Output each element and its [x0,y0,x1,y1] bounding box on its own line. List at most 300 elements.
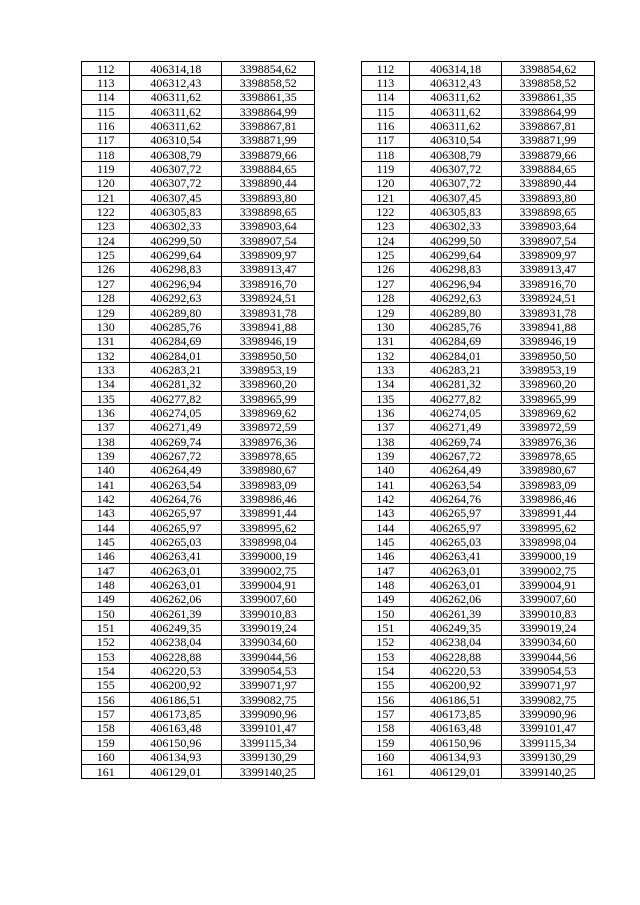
right-x-coordinate-cell: 406274,05 [410,406,502,420]
left-y-coordinate-cell: 3398893,80 [222,191,315,205]
left-x-coordinate-cell: 406271,49 [130,420,222,434]
table-row [82,635,595,649]
column-gap [315,62,361,76]
left-x-coordinate-cell: 406220,53 [130,664,222,678]
right-x-coordinate-cell: 406307,45 [410,191,502,205]
table-row [82,664,595,678]
left-point-number-cell: 144 [82,521,130,535]
right-point-number-cell: 150 [361,607,409,621]
right-y-coordinate-cell: 3398983,09 [502,477,595,491]
right-point-number-cell: 149 [361,592,409,606]
table-row [82,434,595,448]
right-y-coordinate-cell: 3398980,67 [502,463,595,477]
left-x-coordinate-cell: 406261,39 [130,607,222,621]
table-row [82,76,595,90]
coordinates-table [81,61,595,779]
left-x-coordinate-cell: 406283,21 [130,363,222,377]
table-row [82,578,595,592]
right-point-number-cell: 147 [361,564,409,578]
left-y-coordinate-cell: 3398864,99 [222,105,315,119]
left-y-coordinate-cell: 3398953,19 [222,363,315,377]
right-y-coordinate-cell: 3399034,60 [502,635,595,649]
left-point-number-cell: 114 [82,90,130,104]
right-x-coordinate-cell: 406261,39 [410,607,502,621]
right-point-number-cell: 117 [361,133,409,147]
left-y-coordinate-cell: 3398976,36 [222,434,315,448]
left-point-number-cell: 130 [82,320,130,334]
right-x-coordinate-cell: 406284,01 [410,348,502,362]
right-point-number-cell: 158 [361,721,409,735]
right-y-coordinate-cell: 3399115,34 [502,736,595,750]
left-x-coordinate-cell: 406311,62 [130,105,222,119]
left-y-coordinate-cell: 3398986,46 [222,492,315,506]
table-row [82,277,595,291]
column-gap [315,191,361,205]
right-point-number-cell: 122 [361,205,409,219]
right-x-coordinate-cell: 406299,50 [410,234,502,248]
column-gap [315,549,361,563]
right-point-number-cell: 155 [361,678,409,692]
right-y-coordinate-cell: 3398867,81 [502,119,595,133]
table-row [82,621,595,635]
column-gap [315,564,361,578]
left-x-coordinate-cell: 406299,50 [130,234,222,248]
column-gap [315,506,361,520]
right-point-number-cell: 144 [361,521,409,535]
left-x-coordinate-cell: 406264,49 [130,463,222,477]
left-x-coordinate-cell: 406228,88 [130,650,222,664]
table-row [82,162,595,176]
right-y-coordinate-cell: 3399019,24 [502,621,595,635]
right-point-number-cell: 157 [361,707,409,721]
right-x-coordinate-cell: 406269,74 [410,434,502,448]
left-point-number-cell: 128 [82,291,130,305]
right-x-coordinate-cell: 406264,49 [410,463,502,477]
right-x-coordinate-cell: 406228,88 [410,650,502,664]
right-point-number-cell: 156 [361,693,409,707]
right-x-coordinate-cell: 406298,83 [410,262,502,276]
left-y-coordinate-cell: 3399004,91 [222,578,315,592]
left-x-coordinate-cell: 406289,80 [130,305,222,319]
table-row [82,420,595,434]
right-y-coordinate-cell: 3399071,97 [502,678,595,692]
table-row [82,363,595,377]
left-x-coordinate-cell: 406265,97 [130,521,222,535]
left-y-coordinate-cell: 3398983,09 [222,477,315,491]
right-point-number-cell: 118 [361,148,409,162]
left-point-number-cell: 126 [82,262,130,276]
left-x-coordinate-cell: 406267,72 [130,449,222,463]
table-row [82,119,595,133]
left-point-number-cell: 132 [82,348,130,362]
right-y-coordinate-cell: 3398903,64 [502,219,595,233]
right-point-number-cell: 114 [361,90,409,104]
right-x-coordinate-cell: 406265,97 [410,506,502,520]
right-y-coordinate-cell: 3399090,96 [502,707,595,721]
table-row [82,693,595,707]
right-point-number-cell: 119 [361,162,409,176]
right-y-coordinate-cell: 3398916,70 [502,277,595,291]
right-x-coordinate-cell: 406292,63 [410,291,502,305]
table-row [82,477,595,491]
right-y-coordinate-cell: 3399140,25 [502,764,595,778]
right-x-coordinate-cell: 406302,33 [410,219,502,233]
right-x-coordinate-cell: 406163,48 [410,721,502,735]
left-point-number-cell: 123 [82,219,130,233]
left-point-number-cell: 153 [82,650,130,664]
left-point-number-cell: 141 [82,477,130,491]
left-point-number-cell: 118 [82,148,130,162]
right-x-coordinate-cell: 406262,06 [410,592,502,606]
left-point-number-cell: 155 [82,678,130,692]
table-row [82,750,595,764]
left-y-coordinate-cell: 3399000,19 [222,549,315,563]
right-y-coordinate-cell: 3399130,29 [502,750,595,764]
column-gap [315,664,361,678]
table-row [82,219,595,233]
left-x-coordinate-cell: 406265,03 [130,535,222,549]
left-point-number-cell: 117 [82,133,130,147]
left-y-coordinate-cell: 3399082,75 [222,693,315,707]
left-x-coordinate-cell: 406284,01 [130,348,222,362]
right-point-number-cell: 129 [361,305,409,319]
left-point-number-cell: 147 [82,564,130,578]
left-point-number-cell: 157 [82,707,130,721]
right-x-coordinate-cell: 406308,79 [410,148,502,162]
left-point-number-cell: 142 [82,492,130,506]
right-point-number-cell: 140 [361,463,409,477]
left-point-number-cell: 146 [82,549,130,563]
table-row [82,521,595,535]
left-point-number-cell: 134 [82,377,130,391]
right-x-coordinate-cell: 406220,53 [410,664,502,678]
column-gap [315,162,361,176]
left-point-number-cell: 150 [82,607,130,621]
left-y-coordinate-cell: 3399090,96 [222,707,315,721]
table-row [82,105,595,119]
right-point-number-cell: 146 [361,549,409,563]
left-x-coordinate-cell: 406314,18 [130,62,222,76]
left-y-coordinate-cell: 3399019,24 [222,621,315,635]
left-point-number-cell: 131 [82,334,130,348]
column-gap [315,234,361,248]
right-y-coordinate-cell: 3399044,56 [502,650,595,664]
table-row [82,463,595,477]
table-row [82,234,595,248]
left-y-coordinate-cell: 3398969,62 [222,406,315,420]
right-y-coordinate-cell: 3399054,53 [502,664,595,678]
left-x-coordinate-cell: 406307,72 [130,176,222,190]
column-gap [315,277,361,291]
left-y-coordinate-cell: 3398998,04 [222,535,315,549]
right-point-number-cell: 133 [361,363,409,377]
right-y-coordinate-cell: 3399010,83 [502,607,595,621]
column-gap [315,348,361,362]
right-x-coordinate-cell: 406307,72 [410,162,502,176]
right-x-coordinate-cell: 406200,92 [410,678,502,692]
left-y-coordinate-cell: 3399115,34 [222,736,315,750]
column-gap [315,420,361,434]
left-x-coordinate-cell: 406186,51 [130,693,222,707]
right-x-coordinate-cell: 406263,54 [410,477,502,491]
left-y-coordinate-cell: 3398941,88 [222,320,315,334]
right-y-coordinate-cell: 3398924,51 [502,291,595,305]
table-row [82,305,595,319]
right-y-coordinate-cell: 3399002,75 [502,564,595,578]
left-x-coordinate-cell: 406307,72 [130,162,222,176]
coordinates-table-body [82,62,595,779]
left-point-number-cell: 143 [82,506,130,520]
right-x-coordinate-cell: 406284,69 [410,334,502,348]
table-row [82,721,595,735]
right-point-number-cell: 135 [361,391,409,405]
left-y-coordinate-cell: 3398867,81 [222,119,315,133]
right-y-coordinate-cell: 3398965,99 [502,391,595,405]
left-point-number-cell: 133 [82,363,130,377]
right-y-coordinate-cell: 3398893,80 [502,191,595,205]
right-x-coordinate-cell: 406310,54 [410,133,502,147]
column-gap [315,635,361,649]
column-gap [315,578,361,592]
right-point-number-cell: 120 [361,176,409,190]
left-y-coordinate-cell: 3399007,60 [222,592,315,606]
left-x-coordinate-cell: 406265,97 [130,506,222,520]
right-point-number-cell: 142 [361,492,409,506]
left-point-number-cell: 129 [82,305,130,319]
table-row [82,148,595,162]
column-gap [315,205,361,219]
table-row [82,348,595,362]
right-x-coordinate-cell: 406311,62 [410,90,502,104]
left-point-number-cell: 139 [82,449,130,463]
right-y-coordinate-cell: 3399000,19 [502,549,595,563]
column-gap [315,291,361,305]
right-x-coordinate-cell: 406311,62 [410,105,502,119]
table-row [82,205,595,219]
left-y-coordinate-cell: 3399130,29 [222,750,315,764]
right-x-coordinate-cell: 406267,72 [410,449,502,463]
column-gap [315,133,361,147]
column-gap [315,148,361,162]
table-row [82,320,595,334]
right-y-coordinate-cell: 3398907,54 [502,234,595,248]
left-y-coordinate-cell: 3399010,83 [222,607,315,621]
left-x-coordinate-cell: 406302,33 [130,219,222,233]
left-x-coordinate-cell: 406284,69 [130,334,222,348]
right-point-number-cell: 138 [361,434,409,448]
right-point-number-cell: 141 [361,477,409,491]
right-y-coordinate-cell: 3398995,62 [502,521,595,535]
right-x-coordinate-cell: 406263,41 [410,549,502,563]
table-row [82,291,595,305]
right-y-coordinate-cell: 3398879,66 [502,148,595,162]
column-gap [315,521,361,535]
left-point-number-cell: 138 [82,434,130,448]
left-y-coordinate-cell: 3398879,66 [222,148,315,162]
column-gap [315,750,361,764]
column-gap [315,721,361,735]
left-point-number-cell: 160 [82,750,130,764]
left-x-coordinate-cell: 406298,83 [130,262,222,276]
right-y-coordinate-cell: 3398858,52 [502,76,595,90]
column-gap [315,764,361,778]
right-y-coordinate-cell: 3398950,50 [502,348,595,362]
left-y-coordinate-cell: 3399034,60 [222,635,315,649]
right-point-number-cell: 116 [361,119,409,133]
left-y-coordinate-cell: 3399101,47 [222,721,315,735]
column-gap [315,320,361,334]
right-point-number-cell: 151 [361,621,409,635]
column-gap [315,90,361,104]
table-row [82,62,595,76]
right-point-number-cell: 124 [361,234,409,248]
left-x-coordinate-cell: 406296,94 [130,277,222,291]
right-point-number-cell: 123 [361,219,409,233]
table-row [82,406,595,420]
right-y-coordinate-cell: 3398960,20 [502,377,595,391]
right-y-coordinate-cell: 3398884,65 [502,162,595,176]
left-y-coordinate-cell: 3398871,99 [222,133,315,147]
right-point-number-cell: 136 [361,406,409,420]
column-gap [315,449,361,463]
column-gap [315,434,361,448]
left-y-coordinate-cell: 3398972,59 [222,420,315,434]
column-gap [315,621,361,635]
right-point-number-cell: 139 [361,449,409,463]
right-x-coordinate-cell: 406263,01 [410,564,502,578]
left-x-coordinate-cell: 406262,06 [130,592,222,606]
right-point-number-cell: 126 [361,262,409,276]
right-point-number-cell: 127 [361,277,409,291]
right-point-number-cell: 112 [361,62,409,76]
right-x-coordinate-cell: 406186,51 [410,693,502,707]
right-x-coordinate-cell: 406129,01 [410,764,502,778]
right-y-coordinate-cell: 3398854,62 [502,62,595,76]
left-point-number-cell: 137 [82,420,130,434]
left-x-coordinate-cell: 406274,05 [130,406,222,420]
right-point-number-cell: 153 [361,650,409,664]
left-point-number-cell: 152 [82,635,130,649]
column-gap [315,736,361,750]
left-point-number-cell: 125 [82,248,130,262]
left-point-number-cell: 154 [82,664,130,678]
column-gap [315,334,361,348]
right-point-number-cell: 152 [361,635,409,649]
left-y-coordinate-cell: 3399054,53 [222,664,315,678]
left-y-coordinate-cell: 3398950,50 [222,348,315,362]
right-y-coordinate-cell: 3398969,62 [502,406,595,420]
left-x-coordinate-cell: 406134,93 [130,750,222,764]
left-x-coordinate-cell: 406312,43 [130,76,222,90]
table-row [82,391,595,405]
column-gap [315,492,361,506]
right-point-number-cell: 159 [361,736,409,750]
left-point-number-cell: 158 [82,721,130,735]
right-x-coordinate-cell: 406271,49 [410,420,502,434]
right-point-number-cell: 137 [361,420,409,434]
left-x-coordinate-cell: 406173,85 [130,707,222,721]
left-x-coordinate-cell: 406269,74 [130,434,222,448]
table-row [82,492,595,506]
left-y-coordinate-cell: 3398913,47 [222,262,315,276]
left-x-coordinate-cell: 406292,63 [130,291,222,305]
right-point-number-cell: 130 [361,320,409,334]
right-x-coordinate-cell: 406150,96 [410,736,502,750]
right-point-number-cell: 121 [361,191,409,205]
column-gap [315,248,361,262]
column-gap [315,305,361,319]
left-y-coordinate-cell: 3398907,54 [222,234,315,248]
table-row [82,678,595,692]
right-y-coordinate-cell: 3398991,44 [502,506,595,520]
table-row [82,133,595,147]
left-y-coordinate-cell: 3398854,62 [222,62,315,76]
right-y-coordinate-cell: 3398976,36 [502,434,595,448]
right-x-coordinate-cell: 406289,80 [410,305,502,319]
right-x-coordinate-cell: 406249,35 [410,621,502,635]
left-point-number-cell: 112 [82,62,130,76]
right-y-coordinate-cell: 3399101,47 [502,721,595,735]
left-x-coordinate-cell: 406263,41 [130,549,222,563]
column-gap [315,377,361,391]
left-x-coordinate-cell: 406311,62 [130,119,222,133]
table-row [82,764,595,778]
left-x-coordinate-cell: 406307,45 [130,191,222,205]
left-point-number-cell: 122 [82,205,130,219]
left-x-coordinate-cell: 406249,35 [130,621,222,635]
left-point-number-cell: 161 [82,764,130,778]
left-point-number-cell: 136 [82,406,130,420]
table-row [82,736,595,750]
right-y-coordinate-cell: 3398864,99 [502,105,595,119]
left-x-coordinate-cell: 406305,83 [130,205,222,219]
right-x-coordinate-cell: 406263,01 [410,578,502,592]
left-y-coordinate-cell: 3398965,99 [222,391,315,405]
right-y-coordinate-cell: 3399004,91 [502,578,595,592]
left-point-number-cell: 159 [82,736,130,750]
left-x-coordinate-cell: 406150,96 [130,736,222,750]
left-point-number-cell: 156 [82,693,130,707]
column-gap [315,262,361,276]
right-x-coordinate-cell: 406281,32 [410,377,502,391]
right-y-coordinate-cell: 3399007,60 [502,592,595,606]
left-y-coordinate-cell: 3399044,56 [222,650,315,664]
table-row [82,535,595,549]
left-y-coordinate-cell: 3398995,62 [222,521,315,535]
left-point-number-cell: 145 [82,535,130,549]
right-point-number-cell: 145 [361,535,409,549]
right-y-coordinate-cell: 3398913,47 [502,262,595,276]
column-gap [315,119,361,133]
right-point-number-cell: 131 [361,334,409,348]
right-y-coordinate-cell: 3398909,97 [502,248,595,262]
left-point-number-cell: 120 [82,176,130,190]
left-x-coordinate-cell: 406263,54 [130,477,222,491]
right-point-number-cell: 143 [361,506,409,520]
left-x-coordinate-cell: 406311,62 [130,90,222,104]
column-gap [315,477,361,491]
right-x-coordinate-cell: 406314,18 [410,62,502,76]
right-point-number-cell: 132 [361,348,409,362]
left-x-coordinate-cell: 406299,64 [130,248,222,262]
table-row [82,707,595,721]
left-y-coordinate-cell: 3398960,20 [222,377,315,391]
left-point-number-cell: 124 [82,234,130,248]
right-point-number-cell: 148 [361,578,409,592]
column-gap [315,678,361,692]
left-point-number-cell: 121 [82,191,130,205]
left-x-coordinate-cell: 406281,32 [130,377,222,391]
